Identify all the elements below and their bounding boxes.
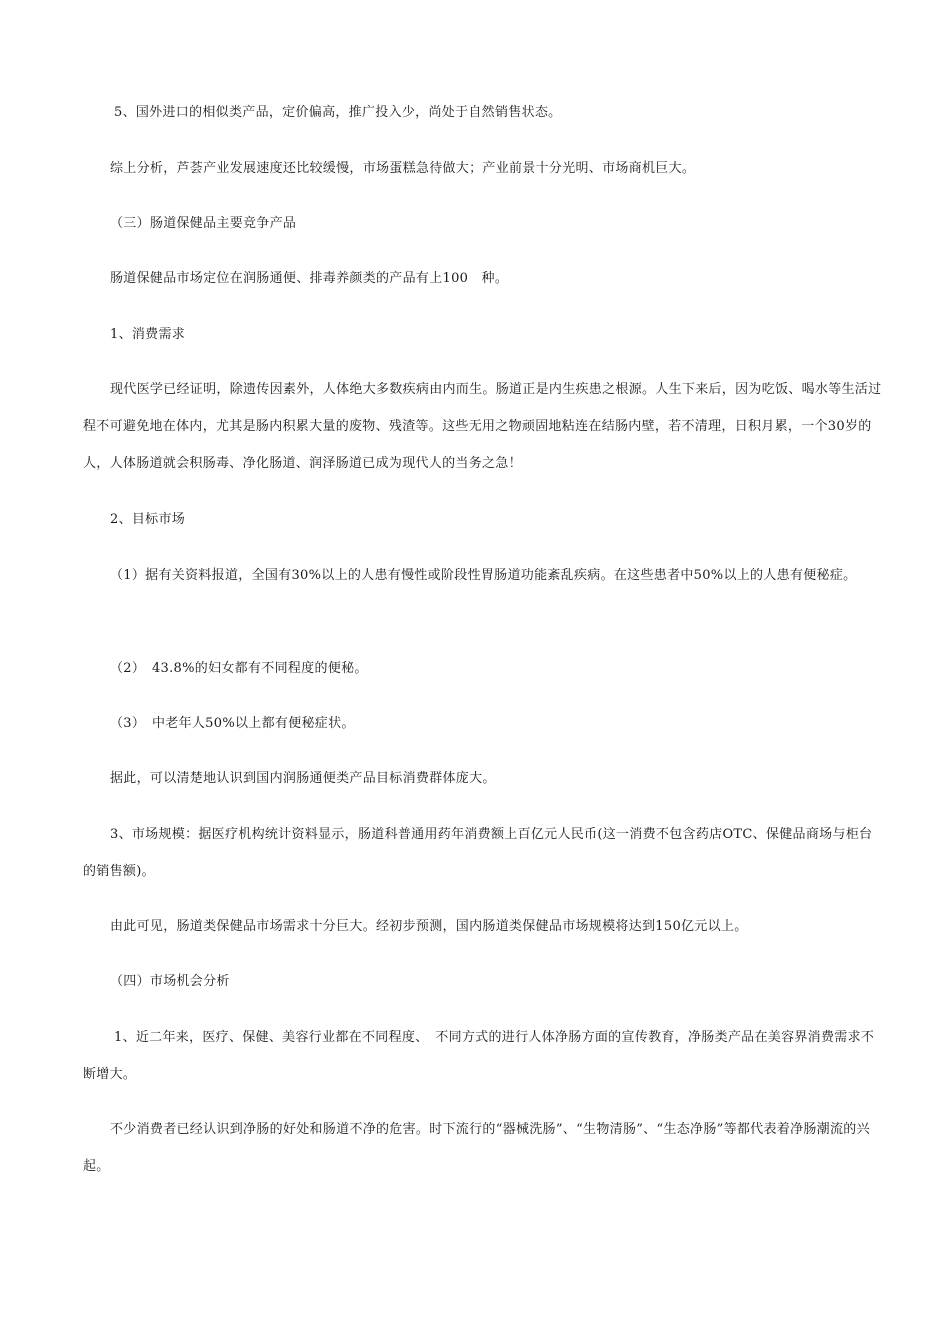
paragraph-opportunity-1: 1、近二年来，医疗、保健、美容行业都在不同程度、 不同方式的进行人体净肠方面的宣传教育，净肠类产品在美容界消费需求不断增大。: [83, 1030, 875, 1082]
paragraph-target-conclusion: 据此，可以清楚地认识到国内润肠通便类产品目标消费群体庞大。: [110, 771, 496, 786]
paragraph-target-3: （3） 中老年人50%以上都有便秘症状。: [110, 716, 355, 731]
paragraph-modern-medicine: 现代医学已经证明，除遗传因素外，人体绝大多数疾病由内而生。肠道正是内生疾患之根源。人生下来后，因为吃饭、喝水等生活过程不可避免地在体内，尤其是肠内积累大量的废物、残渣等。这些无用之物顽固地粘连在结肠内壁，若不清理，日积月累，一个30岁的人，人体肠道就会积肠毒、净化肠道、润泽肠道已成为现代人的当务之急！: [83, 382, 882, 471]
paragraph-market-scale: 3、市场规模：据医疗机构统计资料显示，肠道科普通用药年消费额上百亿元人民币(这一消费不包含药店OTC、保健品商场与柜台的销售额)。: [83, 827, 873, 879]
paragraph-market-positioning: 肠道保健品市场定位在润肠通便、排毒养颜类的产品有上100 种。: [110, 271, 509, 286]
section-heading-opportunity: （四）市场机会分析: [110, 974, 230, 989]
section-heading-competitors: （三）肠道保健品主要竞争产品: [110, 216, 297, 231]
paragraph-consumer-awareness: 不少消费者已经认识到净肠的好处和肠道不净的危害。时下流行的“器械洗肠”、“生物清肠”、“生态净肠”等都代表着净肠潮流的兴起。: [83, 1122, 870, 1174]
paragraph-market-forecast: 由此可见，肠道类保健品市场需求十分巨大。经初步预测，国内肠道类保健品市场规模将达到150亿元以上。: [110, 919, 748, 934]
subheading-target-market: 2、目标市场: [110, 512, 186, 527]
paragraph-target-1: （1）据有关资料报道，全国有30%以上的人患有慢性或阶段性胃肠道功能紊乱疾病。在这些患者中50%以上的人患有便秘症。: [110, 568, 857, 583]
subheading-consumer-demand: 1、消费需求: [110, 327, 186, 342]
paragraph-target-2: （2） 43.8%的妇女都有不同程度的便秘。: [110, 661, 368, 676]
paragraph-imported-products: 5、国外进口的相似类产品，定价偏高，推广投入少，尚处于自然销售状态。: [114, 105, 562, 120]
paragraph-summary-aloe: 综上分析，芦荟产业发展速度还比较缓慢，市场蛋糕急待做大；产业前景十分光明、市场商机巨大。: [110, 161, 696, 176]
